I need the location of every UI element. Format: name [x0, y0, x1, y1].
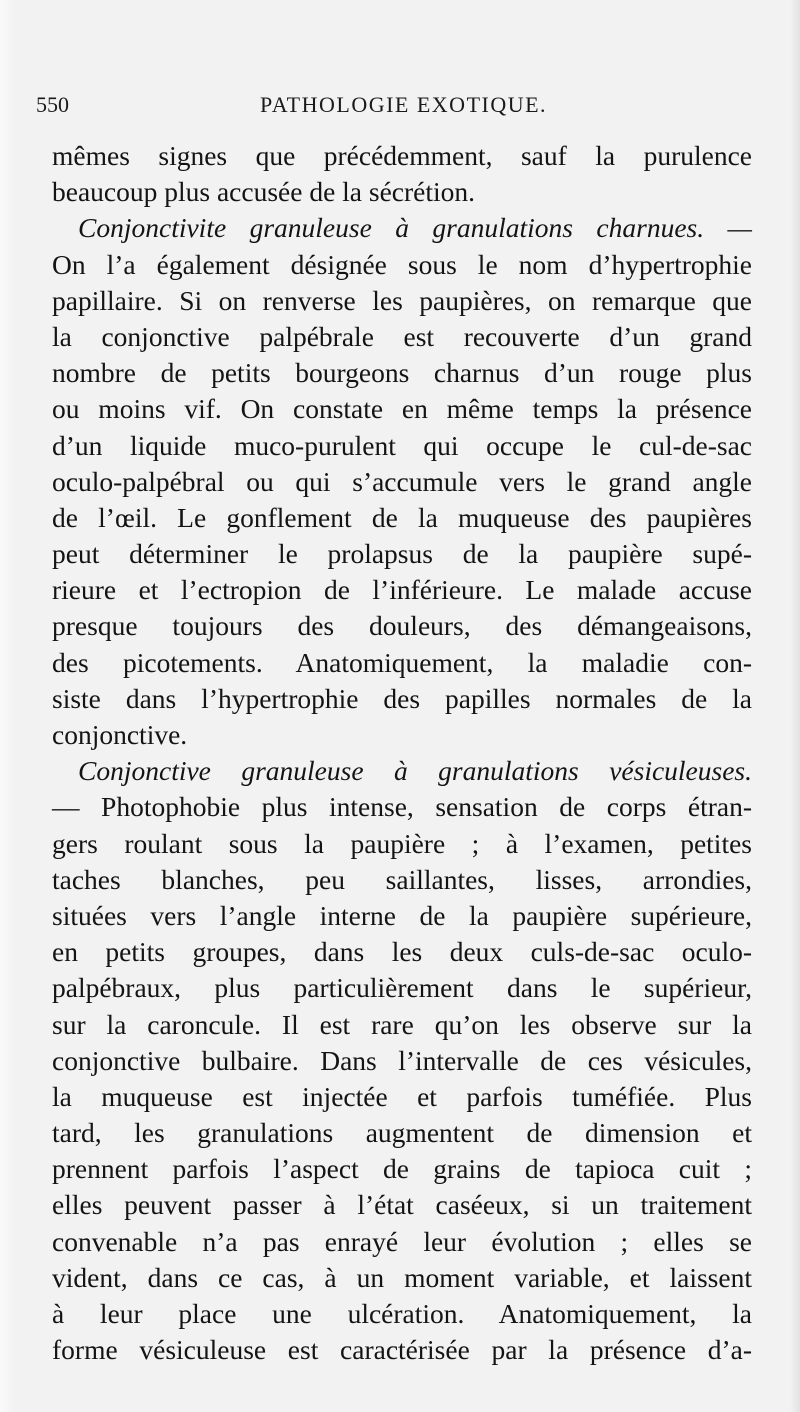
- text-line: tard, les granulations augmentent de dimension et: [52, 1117, 752, 1149]
- section-heading-granulations-charnues: Conjonctivite granuleuse à granulations charnues. —: [78, 212, 752, 244]
- text-line: la muqueuse est injectée et parfois tuméfiée. Plus: [52, 1080, 752, 1112]
- text-line: convenable n’a pas enrayé leur évolution ; elles se: [52, 1225, 752, 1257]
- section-heading-granulations-vesiculeuses: Conjonctive granuleuse à granulations vésiculeuses.: [78, 755, 752, 787]
- text-line: rieure et l’ectropion de l’inférieure. Le malade accuse: [52, 574, 752, 606]
- page-header: [36, 92, 756, 122]
- text-line: forme vésiculeuse est caractérisée par la présence d’a-: [52, 1334, 752, 1366]
- text-line: presque toujours des douleurs, des démangeaisons,: [52, 610, 752, 642]
- text-line: vident, dans ce cas, à un moment variable, et laissent: [52, 1261, 752, 1293]
- running-title: PATHOLOGIE EXOTIQUE.: [260, 92, 548, 117]
- text-line: prennent parfois l’aspect de grains de tapioca cuit ;: [52, 1153, 752, 1185]
- text-line: beaucoup plus accusée de la sécrétion.: [52, 176, 476, 208]
- text-line: palpébraux, plus particulièrement dans le supérieur,: [52, 972, 752, 1004]
- body-text: [52, 138, 752, 1368]
- page-number: 550: [36, 92, 69, 117]
- text-line: papillaire. Si on renverse les paupières, on remarque que: [52, 284, 752, 316]
- text-line: peut déterminer le prolapsus de la paupière supé-: [52, 538, 752, 570]
- text-line: oculo-palpébral ou qui s’accumule vers le grand angle: [52, 465, 752, 497]
- text-line: d’un liquide muco-purulent qui occupe le cul-de-sac: [52, 429, 752, 461]
- text-line: sur la caroncule. Il est rare qu’on les observe sur la: [52, 1008, 752, 1040]
- text-line: de l’œil. Le gonflement de la muqueuse des paupières: [52, 501, 752, 533]
- text-line: des picotements. Anatomiquement, la maladie con-: [52, 646, 752, 678]
- text-line: elles peuvent passer à l’état caséeux, si un traitement: [52, 1189, 752, 1221]
- text-line: à leur place une ulcération. Anatomiquement, la: [52, 1298, 752, 1329]
- text-line: la conjonctive palpébrale est recouverte d’un grand: [52, 320, 752, 352]
- text-line: ou moins vif. On constate en même temps la présence: [52, 393, 752, 425]
- text-line: siste dans l’hypertrophie des papilles normales de la: [52, 682, 752, 714]
- text-line: situées vers l’angle interne de la paupière supérieure,: [52, 899, 752, 931]
- text-line: en petits groupes, dans les deux culs-de-sac oculo-: [52, 936, 752, 968]
- text-line: taches blanches, peu saillantes, lisses, arrondies,: [52, 863, 752, 895]
- text-line: conjonctive bulbaire. Dans l’intervalle de ces vésicules,: [52, 1044, 752, 1076]
- text-line: On l’a également désignée sous le nom d’hypertrophie: [52, 248, 752, 280]
- text-line: — Photophobie plus intense, sensation de corps étran-: [52, 791, 752, 823]
- scan-edge-right: [790, 0, 800, 1412]
- scan-edge-left: [0, 0, 14, 1412]
- text-line: conjonctive.: [52, 719, 188, 750]
- text-line: gers roulant sous la paupière ; à l’examen, petites: [52, 827, 752, 859]
- text-line: mêmes signes que précédemment, sauf la purulence: [52, 140, 752, 171]
- text-line: nombre de petits bourgeons charnus d’un rouge plus: [52, 357, 752, 389]
